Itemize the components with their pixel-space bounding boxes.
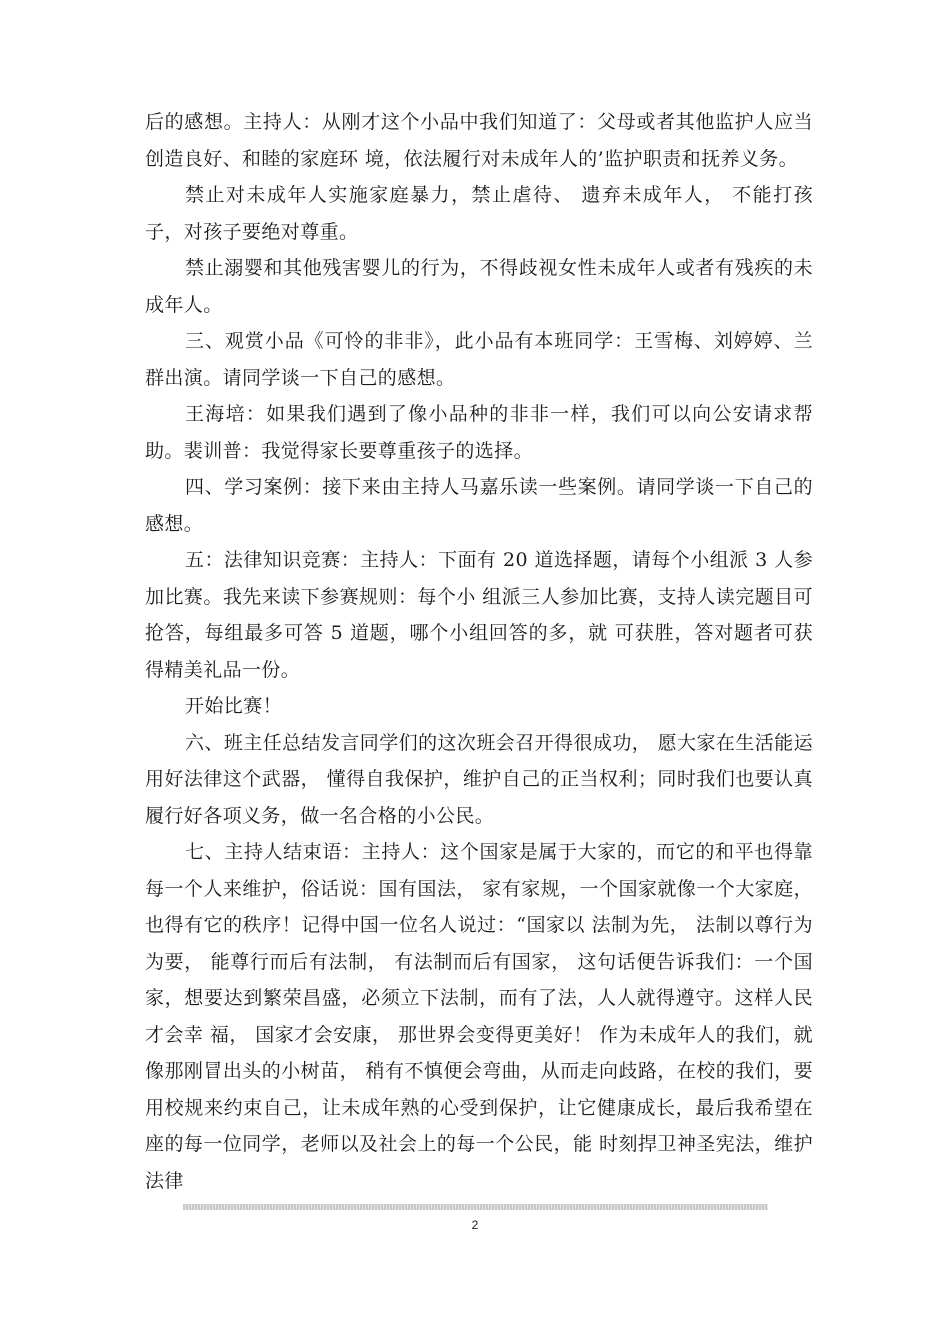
paragraph-8: 开始比赛！ [185, 695, 283, 717]
paragraph-3: 禁止溺婴和其他残害婴儿的行为，不得歧视女性未成年人或者有残疾的未成年人。 [145, 257, 813, 316]
page-number: 2 [471, 1218, 479, 1232]
paragraph-1: 后的感想。主持人：从刚才这个小品中我们知道了：父母或者其他监护人应当创造良好、和睦的家庭环 境，依法履行对未成年人的’监护职责和抚养义务。 [145, 111, 813, 170]
paragraph-6: 四、学习案例：接下来由主持人马嘉乐读一些案例。请同学谈一下自己的感想。 [145, 476, 813, 535]
paragraph-9: 六、班主任总结发言同学们的这次班会召开得很成功， 愿大家在生活能运用好法律这个武器， 懂得自我保护，维护自己的正当权利；同时我们也要认真履行好各项义务，做一名合格的小公民。 [145, 731, 813, 827]
paragraph-10: 七、主持人结束语：主持人：这个国家是属于大家的，而它的和平也得靠每一个人来维护，俗话说：国有国法， 家有家规，一个国家就像一个大家庭，也得有它的秩序！记得中国一位名人说过：“国家以 法制为先， 法制以尊行为为要， 能尊行而后有法制， 有法制而后有国家， 这句话便告诉我们：一个国家，想要达到繁荣昌盛，必须立下法制，而有了法，人人就得遵守。这样人民才会幸 福， 国家才会安康， 那世界会变得更美好！ 作为未成年人的我们，就像那刚冒出头的小树苗， 稍有不慎便会弯曲，从而走向歧路，在校的我们，要用校规来约束自己，让未成年熟的心受到保护，让它健康成长，最后我希望在座的每一位同学，老师以及社会上的每一个公民，能 时刻捍卫神圣宪法，维护法律 [145, 841, 813, 1192]
paragraph-5: 王海培：如果我们遇到了像小品种的非非一样，我们可以向公安请求帮助。裴训普：我觉得家长要尊重孩子的选择。 [145, 403, 813, 462]
footer-divider [183, 1204, 768, 1210]
paragraph-7: 五：法律知识竞赛：主持人：下面有 20 道选择题，请每个小组派 3 人参加比赛。我先来读下参赛规则：每个小 组派三人参加比赛，支持人读完题目可抢答，每组最多可答 5 道题，哪个小组回答的多，就 可获胜，答对题者可获得精美礼品一份。 [145, 549, 813, 681]
paragraph-2: 禁止对未成年人实施家庭暴力，禁止虐待、 遗弃未成年人， 不能打孩子，对孩子要绝对尊重。 [145, 184, 813, 243]
page-body [145, 104, 813, 1199]
paragraph-4: 三、观赏小品《可怜的非非》，此小品有本班同学：王雪梅、刘婷婷、兰群出演。请同学谈一下自己的感想。 [145, 330, 813, 389]
